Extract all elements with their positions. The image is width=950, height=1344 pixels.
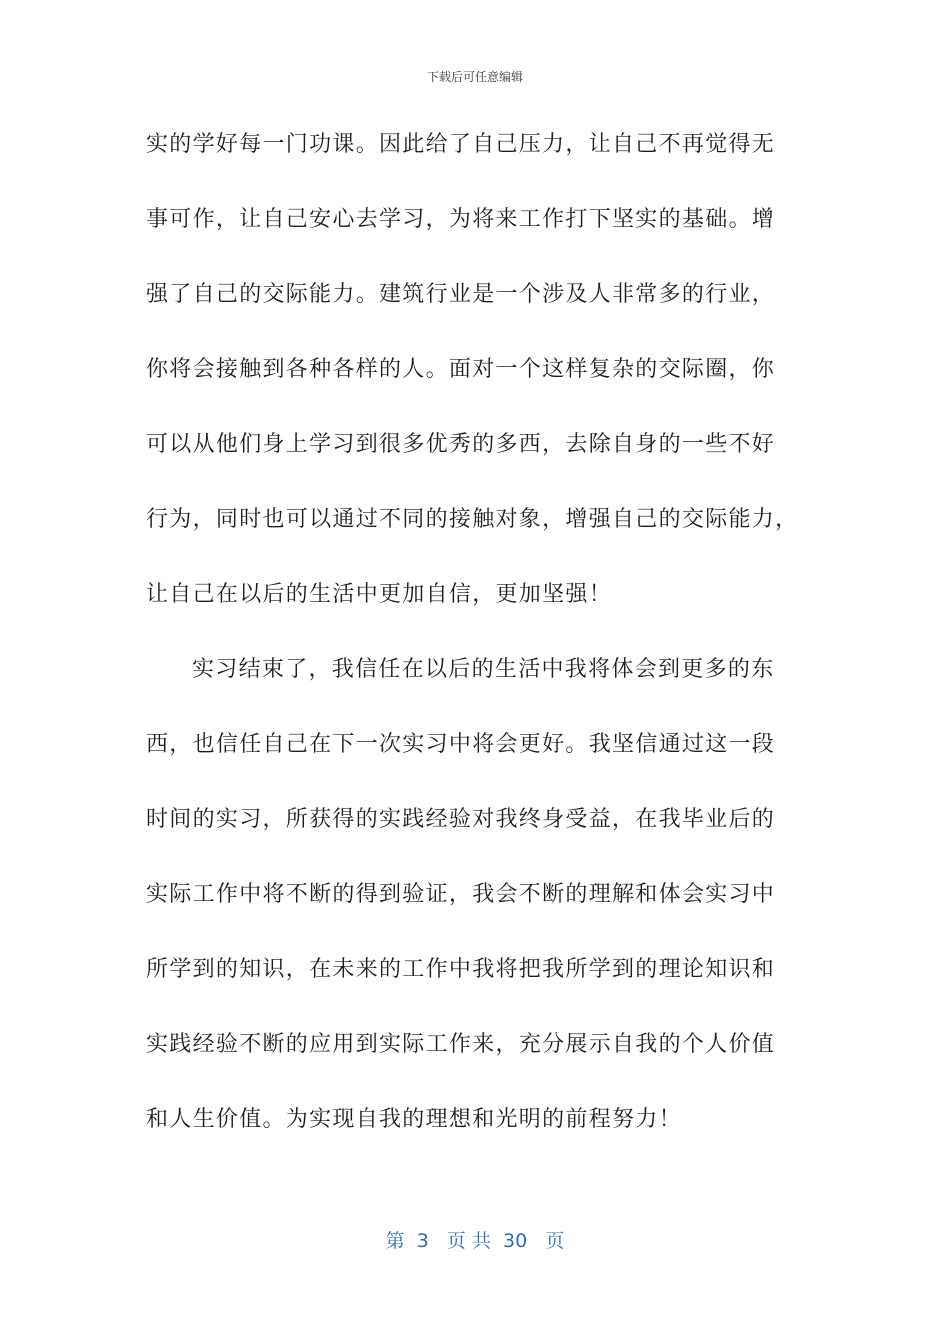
page-footer: 第 3 页 共 30 页 bbox=[385, 1230, 565, 1252]
body-line: 所学到的知识，在未来的工作中我将把我所学到的理论知识和 bbox=[146, 957, 776, 982]
body-line: 实际工作中将不断的得到验证，我会不断的理解和体会实习中 bbox=[146, 882, 776, 907]
body-line: 实的学好每一门功课。因此给了自己压力，让自己不再觉得无 bbox=[146, 132, 776, 157]
header-note: 下载后可任意编辑 bbox=[426, 70, 523, 84]
body-line: 实践经验不断的应用到实际工作来，充分展示自我的个人价值 bbox=[146, 1032, 776, 1057]
body-line: 行为，同时也可以通过不同的接触对象，增强自己的交际能力， bbox=[146, 507, 799, 532]
body-line: 让自己在以后的生活中更加自信，更加坚强！ bbox=[146, 582, 613, 607]
body-line: 事可作，让自己安心去学习，为将来工作打下坚实的基础。增 bbox=[146, 207, 776, 232]
body-line: 强了自己的交际能力。建筑行业是一个涉及人非常多的行业， bbox=[146, 282, 776, 307]
body-line: 可以从他们身上学习到很多优秀的多西，去除自身的一些不好 bbox=[146, 432, 776, 457]
body-line: 时间的实习，所获得的实践经验对我终身受益，在我毕业后的 bbox=[146, 807, 776, 832]
body-line: 西，也信任自己在下一次实习中将会更好。我坚信通过这一段 bbox=[146, 732, 776, 757]
body-line: 你将会接触到各种各样的人。面对一个这样复杂的交际圈，你 bbox=[146, 357, 776, 382]
body-line: 和人生价值。为实现自我的理想和光明的前程努力！ bbox=[146, 1107, 682, 1132]
paragraph-start-line: 实习结束了，我信任在以后的生活中我将体会到更多的东 bbox=[192, 657, 775, 682]
